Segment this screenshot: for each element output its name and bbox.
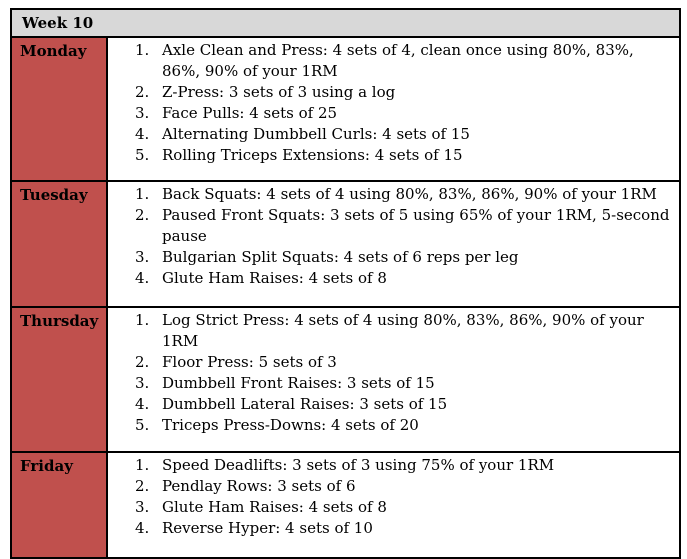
workout-table-body [11,9,680,558]
day-row-friday [11,452,680,558]
exercise-text: Reverse Hyper: 4 sets of 10 [162,519,373,537]
exercise-text: Bulgarian Split Squats: 4 sets of 6 reps per leg [162,248,519,266]
exercise-item [135,497,671,518]
exercise-cell [107,452,680,558]
exercise-item [135,518,671,539]
exercise-number: 2. [135,353,150,371]
header-row [11,9,680,37]
day-row-thursday [11,307,680,452]
exercise-list [108,455,671,539]
exercise-number: 3. [135,498,150,516]
exercise-item [135,373,671,394]
exercise-number: 4. [135,395,150,413]
exercise-text: Dumbbell Lateral Raises: 3 sets of 15 [162,395,448,413]
exercise-list [108,184,671,289]
exercise-text: Glute Ham Raises: 4 sets of 8 [162,269,387,287]
day-label: Tuesday [11,181,107,307]
exercise-item [135,415,671,436]
exercise-number: 4. [135,519,150,537]
exercise-item [135,103,671,124]
exercise-item [135,205,671,247]
exercise-text: Paused Front Squats: 3 sets of 5 using 65% of your 1RM, 5-second pause [162,206,670,245]
workout-table [10,8,681,559]
exercise-item [135,184,671,205]
exercise-text: Z-Press: 3 sets of 3 using a log [162,83,396,101]
exercise-item [135,40,671,82]
exercise-text: Triceps Press-Downs: 4 sets of 20 [162,416,419,434]
day-label: Thursday [11,307,107,452]
exercise-number: 1. [135,456,150,474]
exercise-text: Log Strict Press: 4 sets of 4 using 80%, 83%, 86%, 90% of your 1RM [162,311,644,350]
exercise-number: 3. [135,104,150,122]
exercise-item [135,145,671,166]
exercise-item [135,247,671,268]
exercise-item [135,268,671,289]
exercise-cell [107,307,680,452]
exercise-text: Dumbbell Front Raises: 3 sets of 15 [162,374,435,392]
exercise-text: Axle Clean and Press: 4 sets of 4, clean once using 80%, 83%, 86%, 90% of your 1RM [162,41,634,80]
exercise-number: 4. [135,269,150,287]
exercise-text: Floor Press: 5 sets of 3 [162,353,337,371]
exercise-text: Rolling Triceps Extensions: 4 sets of 15 [162,146,463,164]
exercise-number: 1. [135,41,150,59]
exercise-number: 5. [135,416,150,434]
exercise-text: Alternating Dumbbell Curls: 4 sets of 15 [162,125,470,143]
exercise-text: Speed Deadlifts: 3 sets of 3 using 75% of your 1RM [162,456,555,474]
exercise-number: 2. [135,83,150,101]
exercise-item [135,476,671,497]
exercise-number: 1. [135,311,150,329]
day-row-tuesday [11,181,680,307]
exercise-item [135,352,671,373]
day-label: Friday [11,452,107,558]
exercise-item [135,310,671,352]
day-row-monday [11,37,680,181]
exercise-number: 3. [135,248,150,266]
day-label: Monday [11,37,107,181]
exercise-list [108,40,671,166]
exercise-cell [107,37,680,181]
exercise-text: Back Squats: 4 sets of 4 using 80%, 83%, 86%, 90% of your 1RM [162,185,657,203]
exercise-number: 1. [135,185,150,203]
exercise-number: 2. [135,206,150,224]
exercise-list [108,310,671,436]
exercise-number: 5. [135,146,150,164]
exercise-number: 4. [135,125,150,143]
exercise-number: 3. [135,374,150,392]
exercise-item [135,455,671,476]
exercise-text: Face Pulls: 4 sets of 25 [162,104,338,122]
exercise-text: Pendlay Rows: 3 sets of 6 [162,477,356,495]
week-title: Week 10 [11,9,680,37]
exercise-item [135,124,671,145]
exercise-number: 2. [135,477,150,495]
exercise-item [135,394,671,415]
exercise-item [135,82,671,103]
exercise-cell [107,181,680,307]
exercise-text: Glute Ham Raises: 4 sets of 8 [162,498,387,516]
